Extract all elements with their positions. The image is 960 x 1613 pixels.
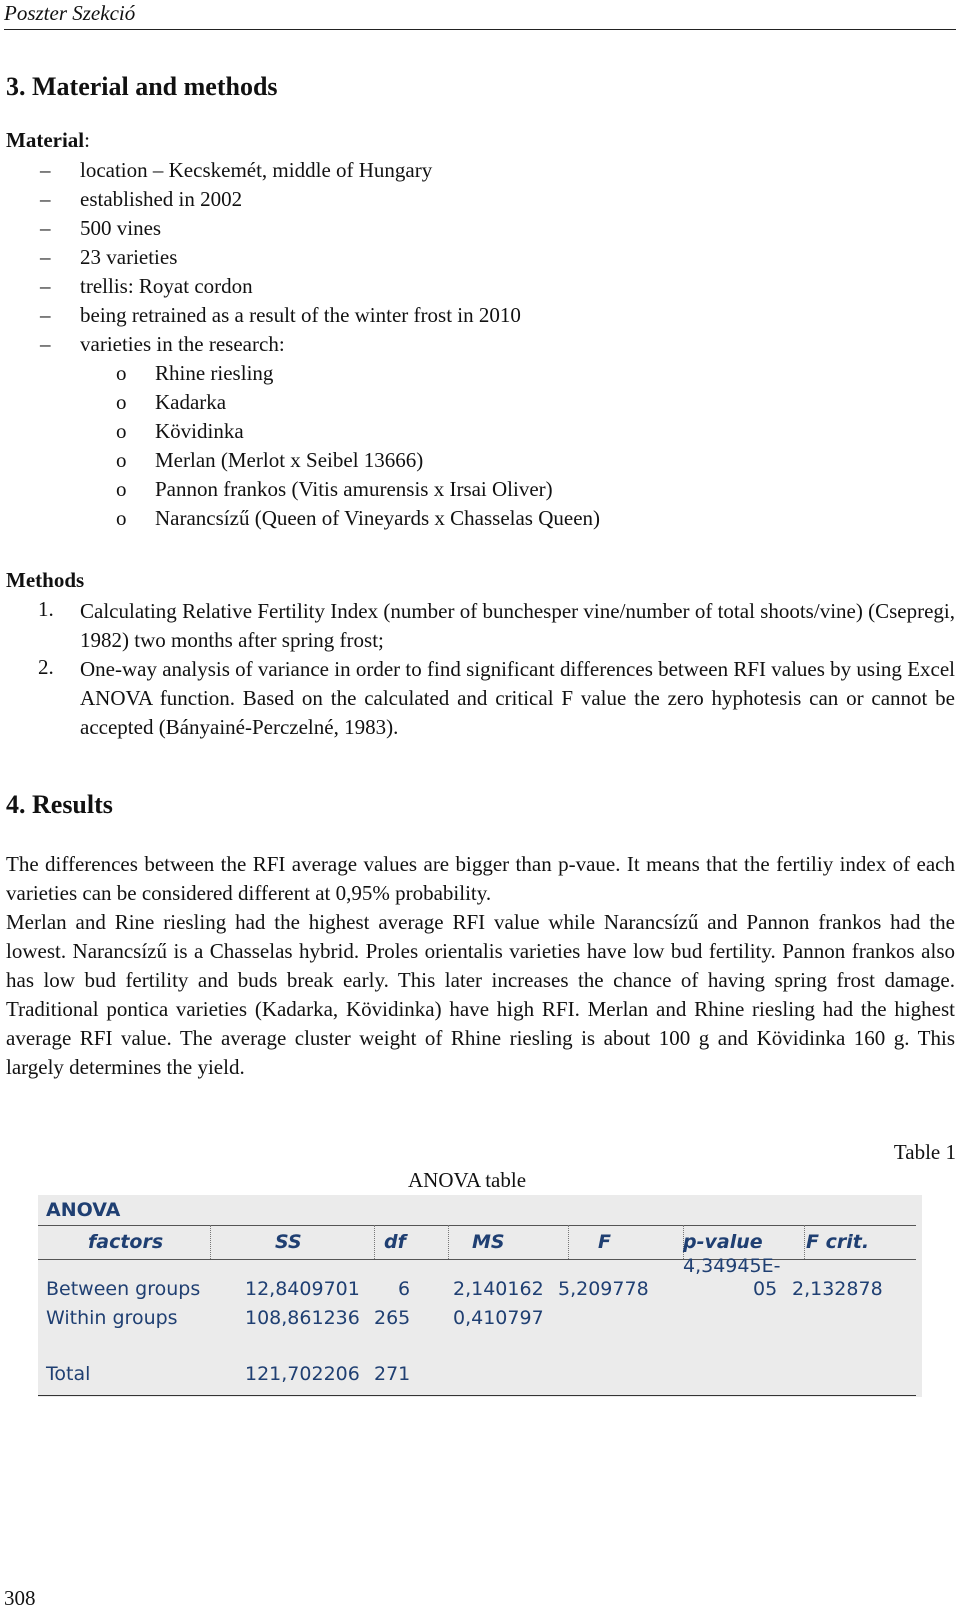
dash-bullet: – [40,187,51,211]
dash-bullet: – [40,216,51,240]
table-cell: 2,140162 [453,1278,544,1300]
method-number: 1. [38,597,54,621]
column-header: MS [472,1231,505,1253]
dash-bullet: – [40,274,51,298]
table-cell: 108,861236 [245,1307,360,1329]
circle-bullet: o [116,477,127,501]
table-cell: 265 [374,1307,411,1329]
column-header: SS [275,1231,302,1253]
table-cell: 05 [753,1278,778,1300]
section-title-results: 4. Results [6,790,113,819]
table-cell: Within groups [46,1307,178,1329]
method-text: Calculating Relative Fertility Index (number of bunchesper vine/number of total shoots/vine) (Csepregi, 1982) two months after spring frost; [80,599,955,652]
circle-bullet: o [116,506,127,530]
methods-heading: Methods [6,568,85,592]
results-paragraph-1: The differences between the RFI average values are bigger than p-vaue. It means that the fertiliy index of each varieties can be considered different at 0,95% probability. [6,852,955,905]
column-divider [374,1225,375,1259]
column-header: df [384,1231,406,1253]
table-rule [38,1395,916,1396]
material-heading: Material: [6,128,90,152]
table-cell: 12,8409701 [245,1278,360,1300]
running-title: Poszter Szekció [4,1,136,25]
anova-table [38,1195,922,1397]
table-cell: 4,34945E- [683,1255,781,1277]
dash-bullet: – [40,158,51,182]
column-header: factors [88,1231,164,1253]
method-item-1 [0,597,960,655]
section-title-material-methods: 3. Material and methods [6,72,278,101]
table-cell: Total [46,1363,91,1385]
table-rule [38,1259,916,1260]
table-cell: 0,410797 [453,1307,544,1329]
method-number: 2. [38,655,54,679]
table-cell: 2,132878 [792,1278,883,1300]
column-header: p-value [683,1231,763,1253]
anova-header: ANOVA [46,1199,121,1221]
table-cell: 5,209778 [558,1278,649,1300]
circle-bullet: o [116,361,127,385]
circle-bullet: o [116,390,127,414]
table-title: ANOVA table [408,1168,527,1192]
column-divider [568,1225,569,1259]
results-paragraph-2: Merlan and Rine riesling had the highest average RFI value while Narancsízű and Pannon frankos had the lowest. Narancsízű is a Chasselas hybrid. Proles orientalis varieties have low bud fertility. Pannon frankos also has low bud fertility and buds break early. This later increases the chance of having spring frost damage. Traditional pontica varieties (Kadarka, Kövidinka) have high RFI. Merlan and Rhine riesling had the highest average RFI value. The average cluster weight of Rhine riesling is about 100 g and Kövidinka 160 g. This largely determines the yield. [6,910,955,1079]
table-cell: 121,702206 [245,1363,360,1385]
column-divider [804,1225,805,1259]
dash-bullet: – [40,332,51,356]
page-number: 308 [4,1586,36,1610]
dash-bullet: – [40,245,51,269]
table-cell: Between groups [46,1278,201,1300]
table-label: Table 1 [893,1140,956,1164]
table-cell: 6 [398,1278,411,1300]
dash-bullet: – [40,303,51,327]
column-divider [210,1225,211,1259]
method-text: One-way analysis of variance in order to find significant differences between RFI values by using Excel ANOVA function. Based on the calculated and critical F value the zero hyphotesis can or cannot be accepted (Bányainé-Perczelné, 1983). [80,657,955,739]
circle-bullet: o [116,448,127,472]
column-header: F [598,1231,611,1253]
circle-bullet: o [116,419,127,443]
method-item-2 [0,655,960,743]
running-header [4,0,956,30]
column-header: F crit. [806,1231,870,1253]
column-divider [448,1225,449,1259]
table-rule [38,1225,916,1226]
table-cell: 271 [374,1363,411,1385]
